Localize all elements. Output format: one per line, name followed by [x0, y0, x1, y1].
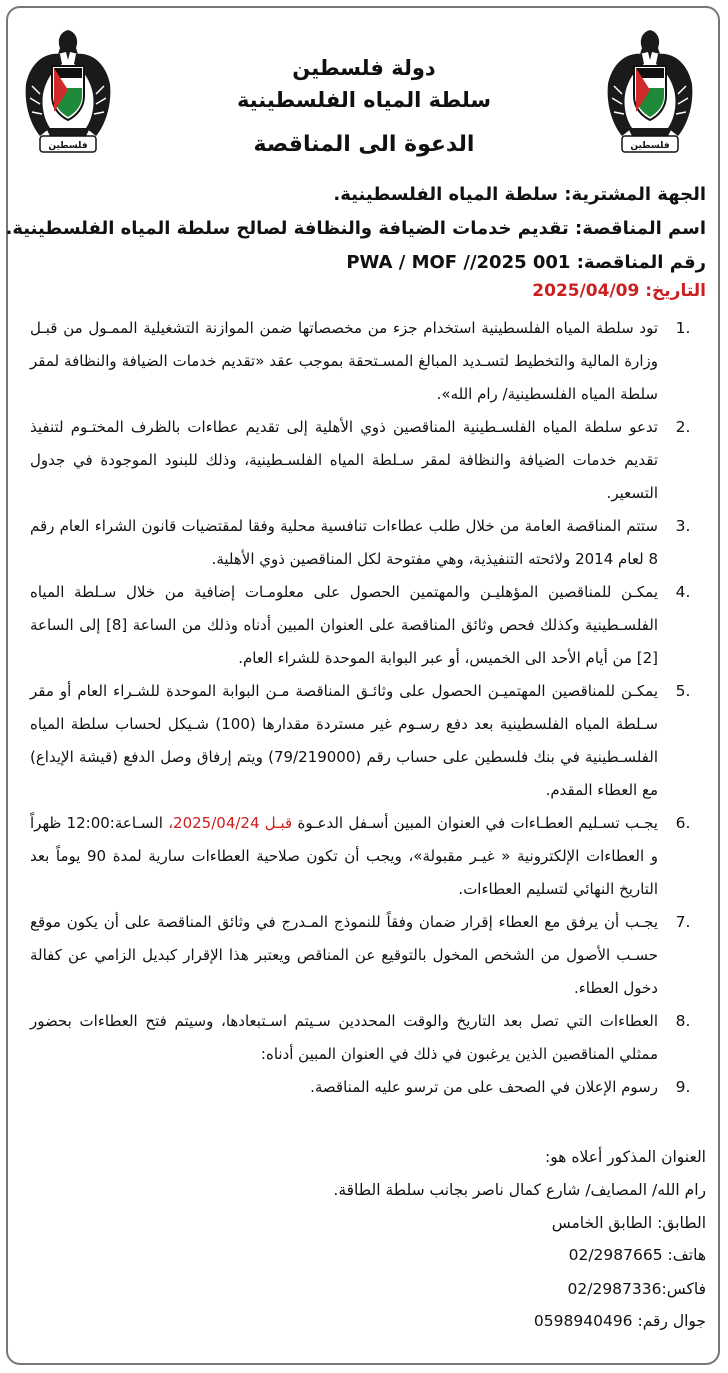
list-item	[30, 312, 708, 411]
item-number: .5	[675, 682, 691, 700]
emblem-scroll-text: فلسطين	[630, 141, 670, 151]
item-text: يمكـن للمناقصين المهتميـن الحصول على وثائـق المناقصة مـن البوابة الموحدة للشـراء العام أو مقر سـلطة المياه الفلسطينية بعد دفع رسـوم غير مستردة مقدارها (100) شـيكل لحساب سلطة المياه الفلسـطينية في بنك فلسطين على حساب رقم (79/219000) ويتم إرفاق وصل الدفع (قيشة الإيداع) مع العطاء المقدم.	[30, 682, 658, 799]
item-number: .6	[675, 814, 691, 832]
item-text: رسوم الإعلان في الصحف على من ترسو عليه المناقصة.	[310, 1078, 658, 1096]
authority-name: سلطة المياه الفلسطينية	[236, 88, 492, 112]
fax-line: فاكس:02/2987336	[567, 1280, 706, 1298]
emblem-scroll-text: فلسطين	[48, 141, 88, 151]
item-number: .1	[675, 319, 691, 337]
state-name: دولة فلسطين	[292, 56, 436, 80]
item-number: .3	[675, 517, 691, 535]
item-text	[30, 807, 658, 906]
item-text: ستتم المناقصة العامة من خلال طلب عطاءات تنافسية محلية وفقا لمقتضيات قانون الشراء العام رقم 8 لعام 2014 ولائحته التنفيذية، وهي مفتوحة لكل المناقصين ذوي الأهلية.	[30, 517, 658, 568]
list-item	[30, 1071, 708, 1104]
list-item	[30, 906, 708, 1005]
list-item	[30, 807, 708, 906]
buyer-line: الجهة المشترية: سلطة المياه الفلسطينية.	[333, 184, 706, 205]
tender-number-line: رقم المناقصة: PWA / MOF //2025 001	[346, 252, 706, 273]
item-text-part: يجـب تسـليم العطـاءات في العنوان المبين أسـفل الدعـوة	[292, 814, 658, 832]
page-title: الدعوة الى المناقصة	[253, 132, 475, 157]
address-street: رام الله/ المصايف/ شارع كمال ناصر بجانب سلطة الطاقة.	[333, 1181, 706, 1199]
item-text: يمكـن للمناقصين المؤهليـن والمهتمين الحصول على معلومـات إضافية من خلال سـلطة المياه الفلسـطينية وكذلك فحص وثائق المناقصة على العنوان المبين أدناه وذلك من الساعة [8] إلى الساعة [2] من أيام الأحد الى الخميس، أو عبر البوابة الموحدة للشراء العام.	[30, 583, 658, 667]
item-text: العطاءات التي تصل بعد التاريخ والوقت المحددين سـيتم اسـتبعادها، وسيتم فتح العطاءات بحضور ممثلي المناقصين الذين يرغبون في ذلك في العنوان المبين أدناه:	[30, 1012, 658, 1063]
item-text: يجـب أن يرفق مع العطاء إقرار ضمان وفقاً للنموذج المـدرج في وثائق المناقصة على أن يكون موقع حسـب الأصول من الشخص المخول بالتوقيع عن المناقص ويعتبر هذا الإقرار كبديل الزامي عن كفالة دخول العطاء.	[30, 913, 658, 997]
phone-line: هاتف: 02/2987665	[568, 1246, 706, 1264]
item-number: .8	[675, 1012, 691, 1030]
item-number: .4	[675, 583, 691, 601]
date-line: التاريخ: 2025/04/09	[532, 281, 706, 301]
list-item	[30, 1005, 708, 1071]
address-floor: الطابق: الطابق الخامس	[551, 1214, 706, 1232]
palestine-eagle-emblem-right	[604, 24, 696, 164]
item-text-part: السـاعة:12:00 ظهراً و العطاءات الإلكترونية « غيـر مقبولة»، ويجب أن تكون صلاحية العطاءات سارية لمدة 90 يوماً بعد التاريخ النهائي لتسليم العطاءات.	[30, 814, 658, 898]
tender-name-line: اسم المناقصة: تقديم خدمات الضيافة والنظافة لصالح سلطة المياه الفلسطينية.	[5, 218, 706, 239]
item-text: تود سلطة المياه الفلسطينية استخدام جزء من مخصصاتها ضمن الموازنة التشغيلية الممـول من قبـل وزارة المالية والتخطيط لتسـديد المبالغ المسـتحقة بموجب عقد «تقديم خدمات الضيافة والنظافة لمقر سلطة المياه الفلسطينية/ رام الله».	[30, 319, 658, 403]
list-item	[30, 675, 708, 807]
item-text: تدعو سلطة المياه الفلسـطينية المناقصين ذوي الأهلية إلى تقديم عطاءات بالظرف المختـوم لتنفيذ تقديم خدمات الضيافة والنظافة لمقر سـلطة المياه الفلسـطينية، وذلك للبنود الموجودة في جدول التسعير.	[30, 418, 658, 502]
item-number: .2	[675, 418, 691, 436]
palestine-eagle-emblem-left	[22, 24, 114, 164]
deadline-text: قبـل 2025/04/24،	[168, 814, 293, 832]
address-intro: العنوان المذكور أعلاه هو:	[545, 1148, 706, 1166]
list-item	[30, 411, 708, 510]
item-number: .7	[675, 913, 691, 931]
mobile-line: جوال رقم: 0598940496	[533, 1312, 706, 1330]
item-number: .9	[675, 1078, 691, 1096]
list-item	[30, 576, 708, 675]
list-item	[30, 510, 708, 576]
tender-conditions-list	[30, 312, 708, 1104]
